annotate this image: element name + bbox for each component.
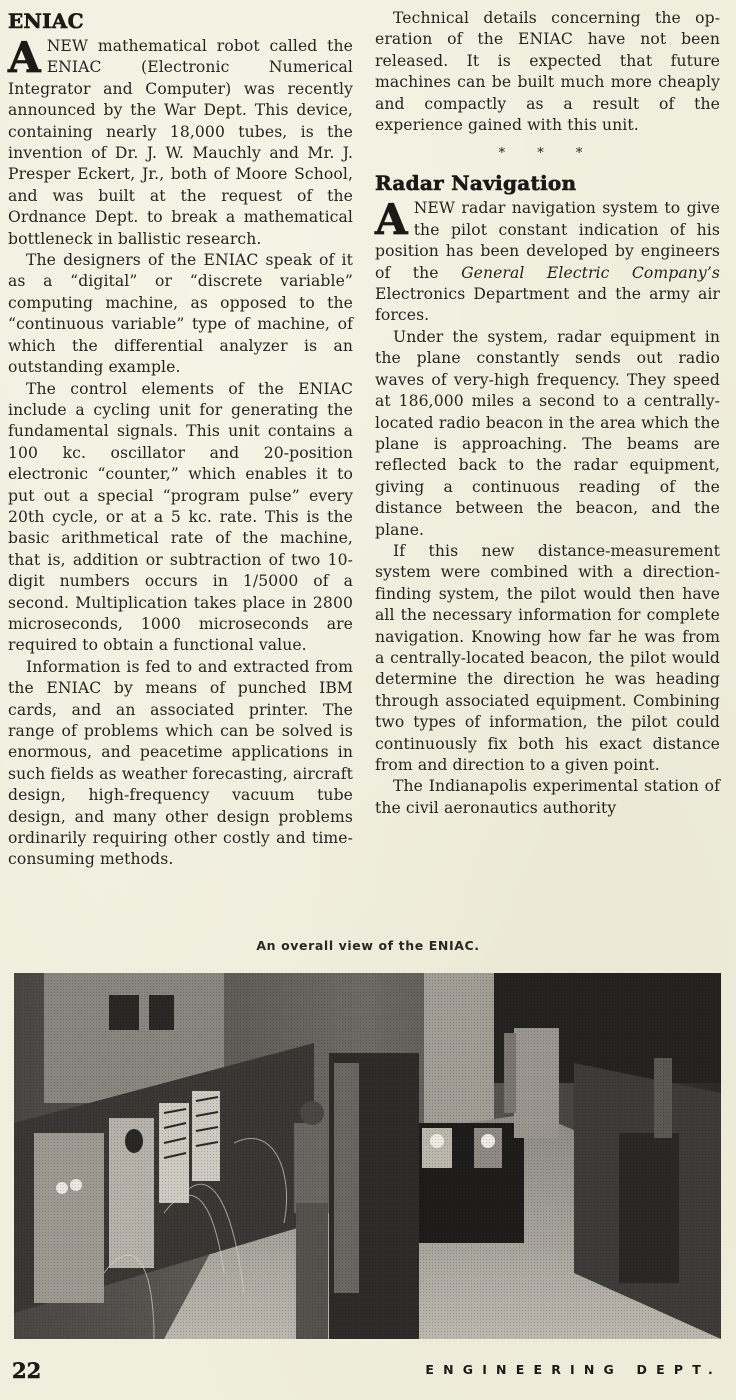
company-name: General Electric Company’s bbox=[461, 263, 720, 282]
page-number: 22 bbox=[12, 1358, 42, 1383]
column-right bbox=[375, 8, 720, 819]
eniac-paragraph-1-text: NEW mathematical robot called the ENIAC (Electronic Numerical Integrator and Computer) was recently announced by the War Dept. This device, containing nearly 18,000 tubes, is the invention of Dr. J. W. Mauchly and Mr. J. Presper Eckert, Jr., both of Moore School, and was built at the request of the Ordnance Dept. to break a mathematical bottleneck in ballistic research. bbox=[8, 37, 353, 248]
eniac-paragraph-5: Technical details concerning the operation of the ENIAC have not been released. It is expected that future machines can be built much more cheaply and compactly as a result of the experience gained with this unit. bbox=[375, 9, 720, 135]
radar-paragraph-4: The Indianapolis experimental station of the civil aeronautics authority bbox=[375, 777, 720, 817]
radar-dropcap: A bbox=[375, 195, 408, 245]
eniac-paragraph-3: The control elements of the ENIAC include a cycling unit for generating the fundamental signals. This unit contains a 100 kc. oscillator and 20-position electronic “counter,” which enables it to put out a special “program pulse” every 20th cycle, or at a 5 kc. rate. This is the basic arithmetical rate of the machine, that is, addition or subtraction of two 10-digit numbers occurs in 1/5000 of a second. Multiplication takes place in 2800 microseconds, 1000 microseconds are required to obtain a functional value. bbox=[8, 379, 353, 655]
radar-paragraph-2: Under the system, radar equipment in the plane constantly sends out radio waves of very-high frequency. They speed at 186,000 miles a second to a centrally-located radio beacon in the area which the plane is approaching. The beams are reflected back to the radar equipment, giving a continuous reading of the distance between the beacon, and the plane. bbox=[375, 327, 720, 539]
eniac-photo-illustration bbox=[14, 973, 721, 1339]
figure-caption: An overall view of the ENIAC. bbox=[256, 938, 480, 953]
section-name: ENGINEERING DEPT. bbox=[425, 1362, 722, 1377]
radar-paragraph-1 bbox=[375, 195, 720, 326]
eniac-paragraph-4: Information is fed to and extracted from the ENIAC by means of punched IBM cards, and an associated printer. The range of problems which can be solved is enormous, and peacetime applications in such fields as weather forecasting, aircraft design, high-frequency vacuum tube design, and many other design problems ordinarily requiring other costly and time-consuming methods. bbox=[8, 657, 353, 869]
eniac-paragraph-1 bbox=[8, 33, 353, 250]
radar-intro-text: NEW radar navigation system to give the pilot constant indication of his position has been developed by engineers of the bbox=[375, 199, 720, 282]
eniac-paragraph-2: The designers of the ENIAC speak of it as a “digital” or “discrete variable” computing machine, as opposed to the “continuous variable” type of machine, of which the differential analyzer is an outstanding example. bbox=[8, 251, 353, 377]
column-left bbox=[8, 8, 353, 871]
section-separator: * * * bbox=[498, 146, 597, 162]
eniac-headline: ENIAC bbox=[8, 9, 84, 33]
radar-intro-end: Electronics Department and the army air forces. bbox=[375, 285, 720, 325]
eniac-dropcap: A bbox=[8, 33, 41, 82]
radar-paragraph-3: If this new distance-measurement system were combined with a direction-finding system, the pilot would then have all the necessary information for complete navigation. Knowing how far he was from a centrally-located beacon, the pilot would determine the direction he was heading through associated equipment. Combining two types of information, the pilot could continuously fix both his exact distance from and direction to a given point. bbox=[375, 541, 720, 774]
radar-headline: Radar Navigation bbox=[375, 171, 577, 196]
eniac-photo bbox=[14, 973, 721, 1339]
